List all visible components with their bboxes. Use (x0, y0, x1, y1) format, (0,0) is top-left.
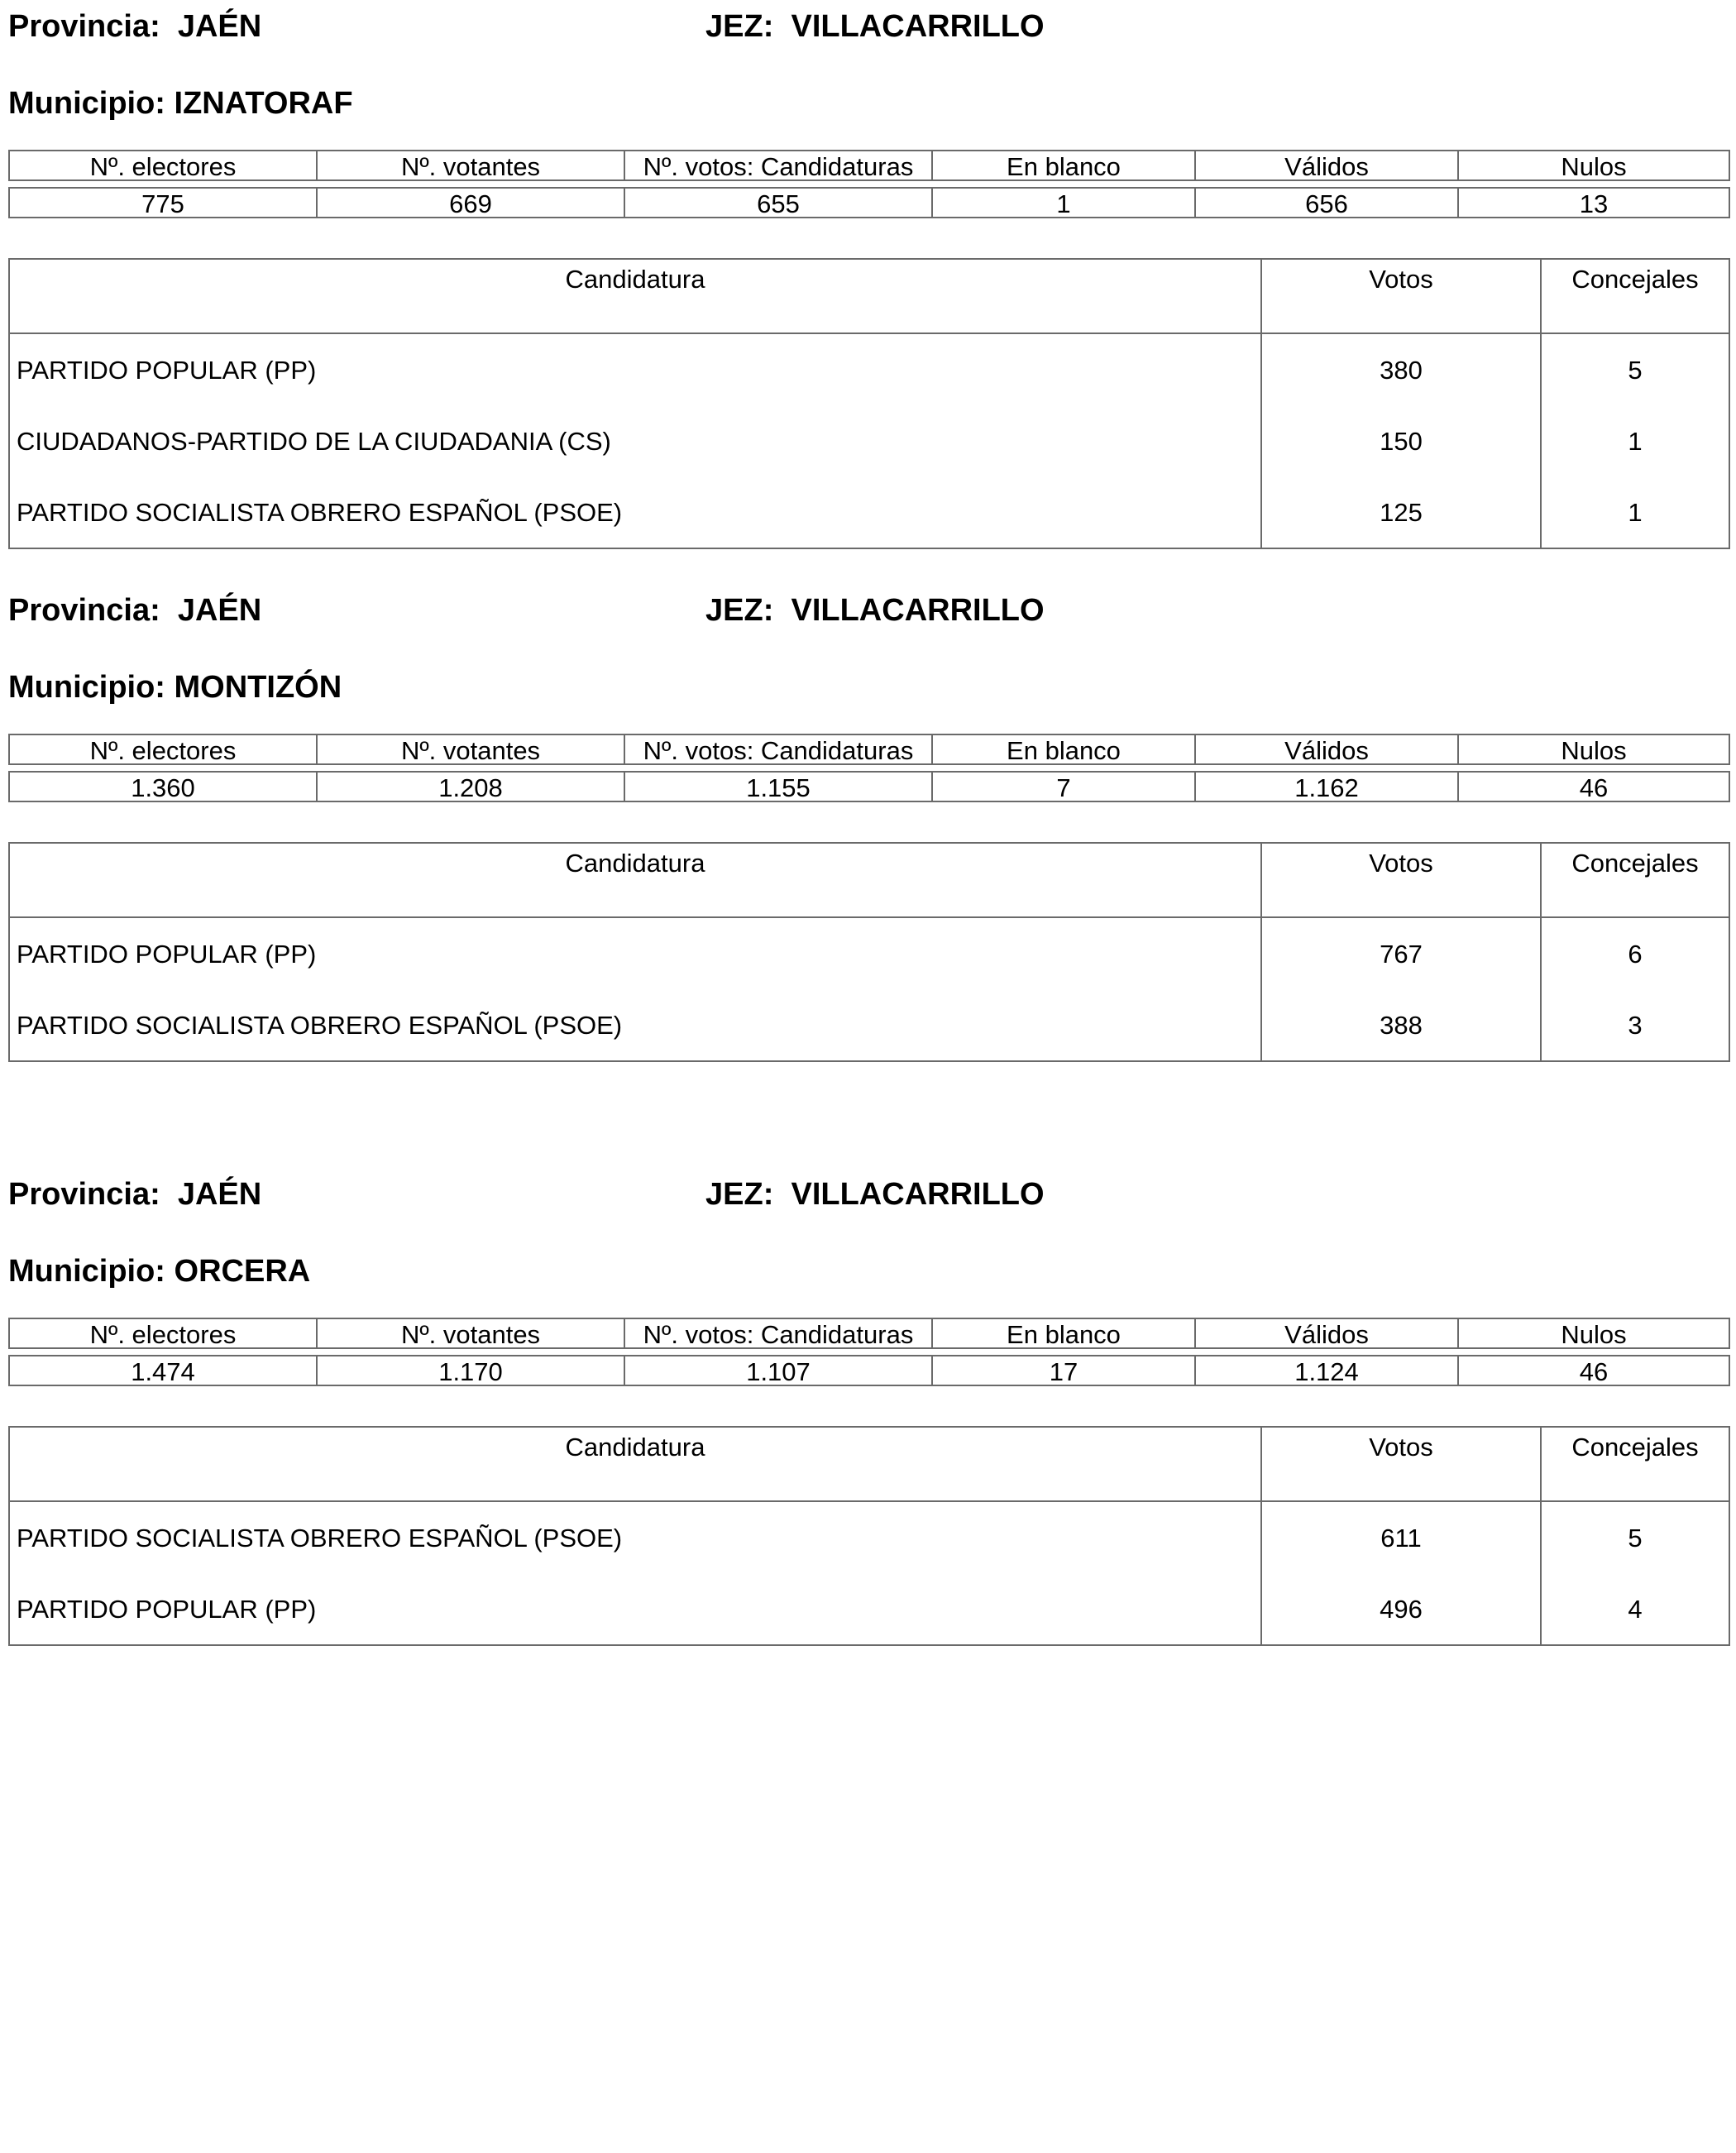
summary-header-cell: Nulos (1458, 1318, 1729, 1348)
summary-table (8, 1318, 1730, 1386)
municipio-heading: Municipio: MONTIZÓN (8, 670, 342, 705)
candidatura-table (8, 842, 1730, 1062)
summary-table (8, 150, 1730, 218)
summary-header-cell: Nº. votantes (317, 151, 624, 180)
summary-value-cell: 17 (932, 1356, 1195, 1385)
summary-value-cell: 775 (9, 188, 317, 218)
candidate-concejales: 5 (1541, 333, 1729, 405)
concejales-header: Concejales (1541, 843, 1729, 917)
municipio-heading: Municipio: IZNATORAF (8, 86, 353, 121)
summary-header-cell: Nº. votos: Candidaturas (624, 151, 932, 180)
summary-header-cell: En blanco (932, 1318, 1195, 1348)
municipio-heading: Municipio: ORCERA (8, 1254, 311, 1289)
summary-value-row (9, 1356, 1729, 1385)
summary-header-cell: Nulos (1458, 151, 1729, 180)
concejales-header: Concejales (1541, 1427, 1729, 1501)
candidatura-header-row (9, 1427, 1729, 1501)
summary-value-cell: 1.124 (1195, 1356, 1458, 1385)
summary-value-cell: 1.208 (317, 772, 624, 801)
candidate-name: PARTIDO POPULAR (PP) (9, 1573, 1261, 1645)
candidate-row (9, 989, 1729, 1061)
provincia-heading: Provincia: JAÉN (8, 1177, 262, 1212)
summary-value-cell: 1.474 (9, 1356, 317, 1385)
summary-header-cell: Válidos (1195, 734, 1458, 764)
candidate-row (9, 917, 1729, 989)
summary-value-cell: 46 (1458, 1356, 1729, 1385)
candidatura-header: Candidatura (9, 1427, 1261, 1501)
candidate-concejales: 1 (1541, 405, 1729, 476)
summary-header-cell: Nº. votos: Candidaturas (624, 1318, 932, 1348)
candidate-votos: 125 (1261, 476, 1541, 548)
candidate-votos: 150 (1261, 405, 1541, 476)
summary-value-cell: 1.170 (317, 1356, 624, 1385)
summary-table (8, 734, 1730, 802)
summary-header-row (9, 734, 1729, 764)
summary-value-cell: 7 (932, 772, 1195, 801)
candidate-row (9, 1573, 1729, 1645)
summary-value-cell: 1.155 (624, 772, 932, 801)
candidate-votos: 496 (1261, 1573, 1541, 1645)
candidate-name: CIUDADANOS-PARTIDO DE LA CIUDADANIA (CS) (9, 405, 1261, 476)
provincia-heading: Provincia: JAÉN (8, 9, 262, 44)
candidate-votos: 380 (1261, 333, 1541, 405)
summary-value-cell: 1 (932, 188, 1195, 218)
candidate-row (9, 405, 1729, 476)
summary-header-cell: Nº. votantes (317, 1318, 624, 1348)
candidate-row (9, 333, 1729, 405)
candidate-concejales: 5 (1541, 1501, 1729, 1573)
candidate-concejales: 3 (1541, 989, 1729, 1061)
jez-heading: JEZ: VILLACARRILLO (705, 593, 1045, 628)
votos-header: Votos (1261, 843, 1541, 917)
summary-value-cell: 1.360 (9, 772, 317, 801)
candidate-name: PARTIDO SOCIALISTA OBRERO ESPAÑOL (PSOE) (9, 1501, 1261, 1573)
summary-value-cell: 13 (1458, 188, 1729, 218)
summary-header-row (9, 151, 1729, 180)
candidatura-table (8, 258, 1730, 549)
candidate-row (9, 1501, 1729, 1573)
jez-heading: JEZ: VILLACARRILLO (705, 9, 1045, 44)
candidate-name: PARTIDO POPULAR (PP) (9, 917, 1261, 989)
candidate-votos: 388 (1261, 989, 1541, 1061)
summary-header-cell: Válidos (1195, 151, 1458, 180)
candidatura-header: Candidatura (9, 843, 1261, 917)
summary-header-cell: Nº. electores (9, 734, 317, 764)
summary-header-cell: Nº. electores (9, 151, 317, 180)
summary-header-cell: En blanco (932, 734, 1195, 764)
candidate-concejales: 1 (1541, 476, 1729, 548)
candidatura-table (8, 1426, 1730, 1646)
candidate-name: PARTIDO SOCIALISTA OBRERO ESPAÑOL (PSOE) (9, 989, 1261, 1061)
summary-value-cell: 669 (317, 188, 624, 218)
candidate-votos: 767 (1261, 917, 1541, 989)
candidate-name: PARTIDO SOCIALISTA OBRERO ESPAÑOL (PSOE) (9, 476, 1261, 548)
summary-header-cell: Nº. votantes (317, 734, 624, 764)
summary-header-cell: Nulos (1458, 734, 1729, 764)
candidate-name: PARTIDO POPULAR (PP) (9, 333, 1261, 405)
summary-value-cell: 1.162 (1195, 772, 1458, 801)
candidatura-header-row (9, 259, 1729, 333)
candidatura-header-row (9, 843, 1729, 917)
summary-value-row (9, 772, 1729, 801)
candidatura-header: Candidatura (9, 259, 1261, 333)
summary-value-cell: 1.107 (624, 1356, 932, 1385)
summary-header-cell: Válidos (1195, 1318, 1458, 1348)
summary-value-row (9, 188, 1729, 218)
concejales-header: Concejales (1541, 259, 1729, 333)
votos-header: Votos (1261, 259, 1541, 333)
summary-header-cell: Nº. votos: Candidaturas (624, 734, 932, 764)
votos-header: Votos (1261, 1427, 1541, 1501)
summary-header-cell: Nº. electores (9, 1318, 317, 1348)
summary-value-cell: 656 (1195, 188, 1458, 218)
candidate-concejales: 4 (1541, 1573, 1729, 1645)
summary-value-cell: 46 (1458, 772, 1729, 801)
summary-header-row (9, 1318, 1729, 1348)
candidate-votos: 611 (1261, 1501, 1541, 1573)
candidate-row (9, 476, 1729, 548)
summary-header-cell: En blanco (932, 151, 1195, 180)
jez-heading: JEZ: VILLACARRILLO (705, 1177, 1045, 1212)
summary-value-cell: 655 (624, 188, 932, 218)
provincia-heading: Provincia: JAÉN (8, 593, 262, 628)
candidate-concejales: 6 (1541, 917, 1729, 989)
